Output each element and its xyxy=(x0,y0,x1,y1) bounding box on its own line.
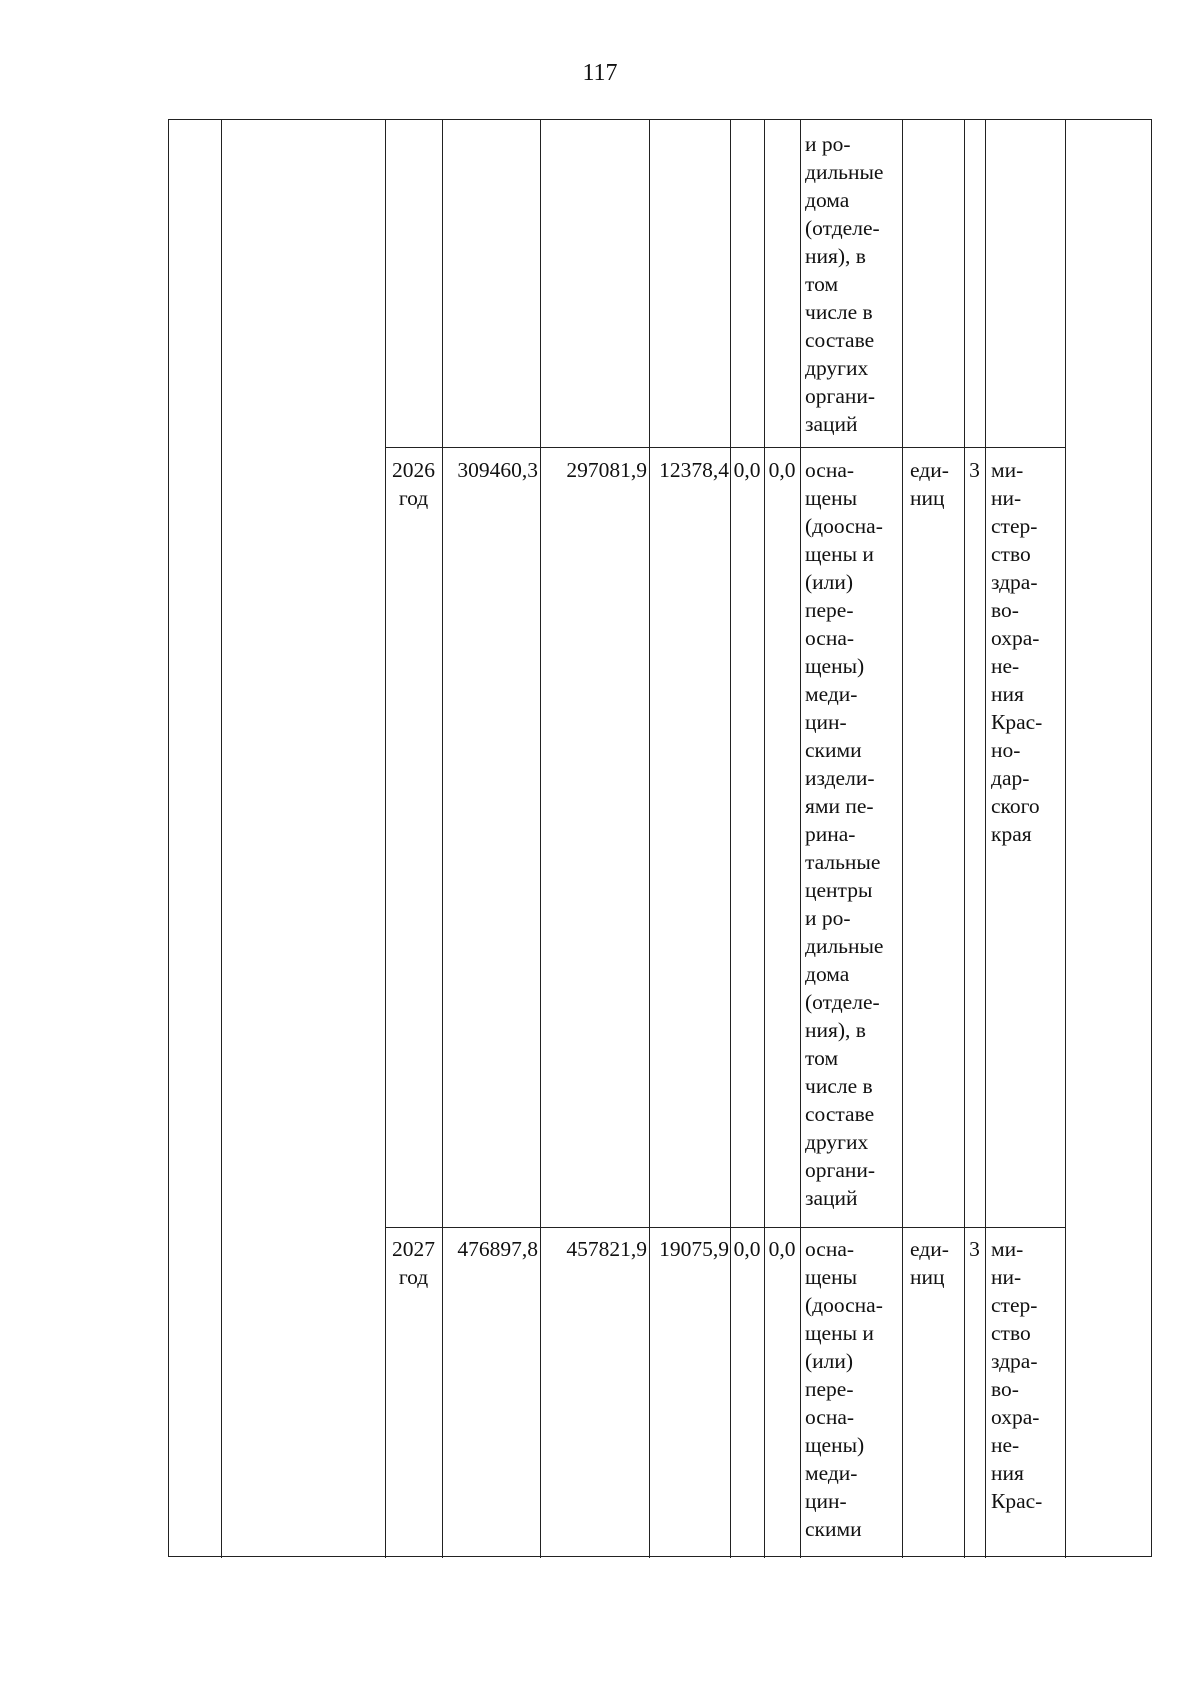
result-text-cell: осна- щены (доосна- щены и (или) пере- осна- щены) меди- цин- скими xyxy=(805,1237,883,1541)
value-cell: 3 xyxy=(969,458,980,482)
other-amount-cell: 0,0 xyxy=(768,1237,796,1261)
row-divider xyxy=(385,447,1065,448)
budget-table xyxy=(168,119,1152,1557)
value-cell: 3 xyxy=(969,1237,980,1261)
row-divider xyxy=(385,1227,1065,1228)
page-number: 117 xyxy=(582,60,618,86)
total-amount-cell: 309460,3 xyxy=(457,458,538,482)
col-divider xyxy=(221,120,222,1558)
federal-amount-cell: 297081,9 xyxy=(566,458,647,482)
result-text-continued: и ро- дильные дома (отделе- ния), в том числе в составе других органи- заций xyxy=(805,132,884,436)
col-divider xyxy=(985,120,986,1558)
executor-cell: ми- ни- стер- ство здра- во- охра- не- ния Крас- но- дар- ского края xyxy=(991,458,1043,846)
unit-cell: еди- ниц xyxy=(910,1237,949,1289)
col-divider xyxy=(800,120,801,1558)
local-amount-cell: 0,0 xyxy=(733,458,761,482)
col-divider xyxy=(964,120,965,1558)
regional-amount-cell: 19075,9 xyxy=(659,1237,729,1261)
year-cell: 2027 год xyxy=(392,1237,435,1289)
unit-cell: еди- ниц xyxy=(910,458,949,510)
total-amount-cell: 476897,8 xyxy=(457,1237,538,1261)
col-divider xyxy=(730,120,731,1558)
col-divider xyxy=(1065,120,1066,1558)
local-amount-cell: 0,0 xyxy=(733,1237,761,1261)
col-divider xyxy=(649,120,650,1558)
col-divider xyxy=(902,120,903,1558)
other-amount-cell: 0,0 xyxy=(768,458,796,482)
col-divider xyxy=(442,120,443,1558)
regional-amount-cell: 12378,4 xyxy=(659,458,729,482)
col-divider xyxy=(764,120,765,1558)
federal-amount-cell: 457821,9 xyxy=(566,1237,647,1261)
year-cell: 2026 год xyxy=(392,458,435,510)
col-divider xyxy=(540,120,541,1558)
executor-cell: ми- ни- стер- ство здра- во- охра- не- ния Крас- xyxy=(991,1237,1043,1513)
result-text-cell: осна- щены (доосна- щены и (или) пере- осна- щены) меди- цин- скими издели- ями пе- рина- тальные центры и ро- дильные дома (отделе- ния), в том числе в составе других органи- заций xyxy=(805,458,884,1210)
col-divider xyxy=(385,120,386,1558)
